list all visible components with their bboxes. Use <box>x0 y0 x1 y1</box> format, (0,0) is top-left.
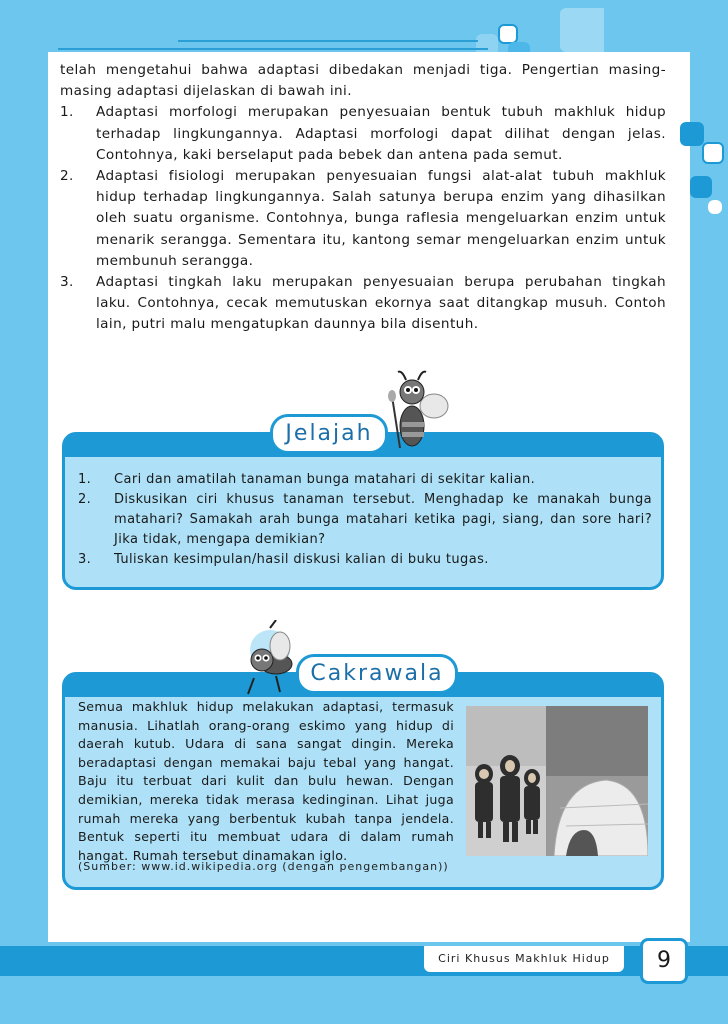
cakrawala-text: Semua makhluk hidup melakukan adaptasi, termasuk manusia. Lihatlah orang-orang eskimo yang hidup di daerah kutub. Udara di sana sangat dingin. Mereka beradaptasi dengan memakai baju tebal yang hangat. Baju itu terbuat dari kulit dan bulu hewan. Dengan demikian, mereka tidak merasa kedinginan. Lihat juga rumah mereka yang berbentuk kubah tanpa jendela. Bentuk seperti itu membuat udara di dalam rumah hangat. Rumah tersebut dinamakan iglo. <box>78 699 454 863</box>
chapter-title: Ciri Khusus Makhluk Hidup <box>424 946 624 972</box>
decor-square <box>702 142 724 164</box>
cakrawala-title: Cakrawala <box>296 654 458 694</box>
decor-square <box>604 0 664 56</box>
jelajah-list <box>78 470 652 570</box>
intro-paragraph: telah mengetahui bahwa adaptasi dibedakan menjadi tiga. Pengertian masing-masing adaptasi dijelaskan di bawah ini. <box>60 62 666 100</box>
list-item: 2. Diskusikan ciri khusus tanaman tersebut. Menghadap ke manakah bunga matahari? Samakah arah bunga matahari ketika pagi, siang, dan sore hari? Jika tidak, mengapa demikian? <box>78 492 652 547</box>
list-item: 1. Cari dan amatilah tanaman bunga matahari di sekitar kalian. <box>78 472 536 487</box>
decor-square <box>708 200 722 214</box>
list-item: 3. Adaptasi tingkah laku merupakan penyesuaian berupa perubahan tingkah laku. Contohnya, cecak memutuskan ekornya saat ditangkap musuh. Contoh lain, putri malu mengatupkan daunnya bila disentuh. <box>60 274 666 333</box>
decor-square <box>560 8 610 52</box>
adaptation-list <box>60 102 666 335</box>
decor-square <box>680 122 704 146</box>
bee-mascot-icon <box>240 620 306 700</box>
list-item: 1. Adaptasi morfologi merupakan penyesuaian bentuk tubuh makhluk hidup terhadap lingkungannya. Adaptasi morfologi dapat dilihat dengan jelas. Contohnya, kaki berselaput pada bebek dan antena pada semut. <box>60 104 666 163</box>
header-lines <box>58 40 488 50</box>
decor-square <box>498 24 518 44</box>
jelajah-title: Jelajah <box>270 414 388 454</box>
decor-square <box>690 176 712 198</box>
list-item: 3. Tuliskan kesimpulan/hasil diskusi kalian di buku tugas. <box>78 552 489 567</box>
main-text <box>60 60 666 336</box>
bee-mascot-icon <box>382 366 452 462</box>
list-item: 2. Adaptasi fisiologi merupakan penyesuaian fungsi alat-alat tubuh makhluk hidup terhadap lingkungannya. Salah satunya berupa enzim yang dihasilkan oleh suatu organisme. Contohnya, bunga raflesia mengeluarkan enzim untuk menarik serangga. Sementara itu, kantong semar mengeluarkan enzim untuk membunuh serangga. <box>60 168 666 269</box>
page-number: 9 <box>640 938 688 984</box>
source-citation: (Sumber: www.id.wikipedia.org (dengan pengembangan)) <box>78 860 449 873</box>
eskimo-igloo-photo <box>466 706 648 856</box>
